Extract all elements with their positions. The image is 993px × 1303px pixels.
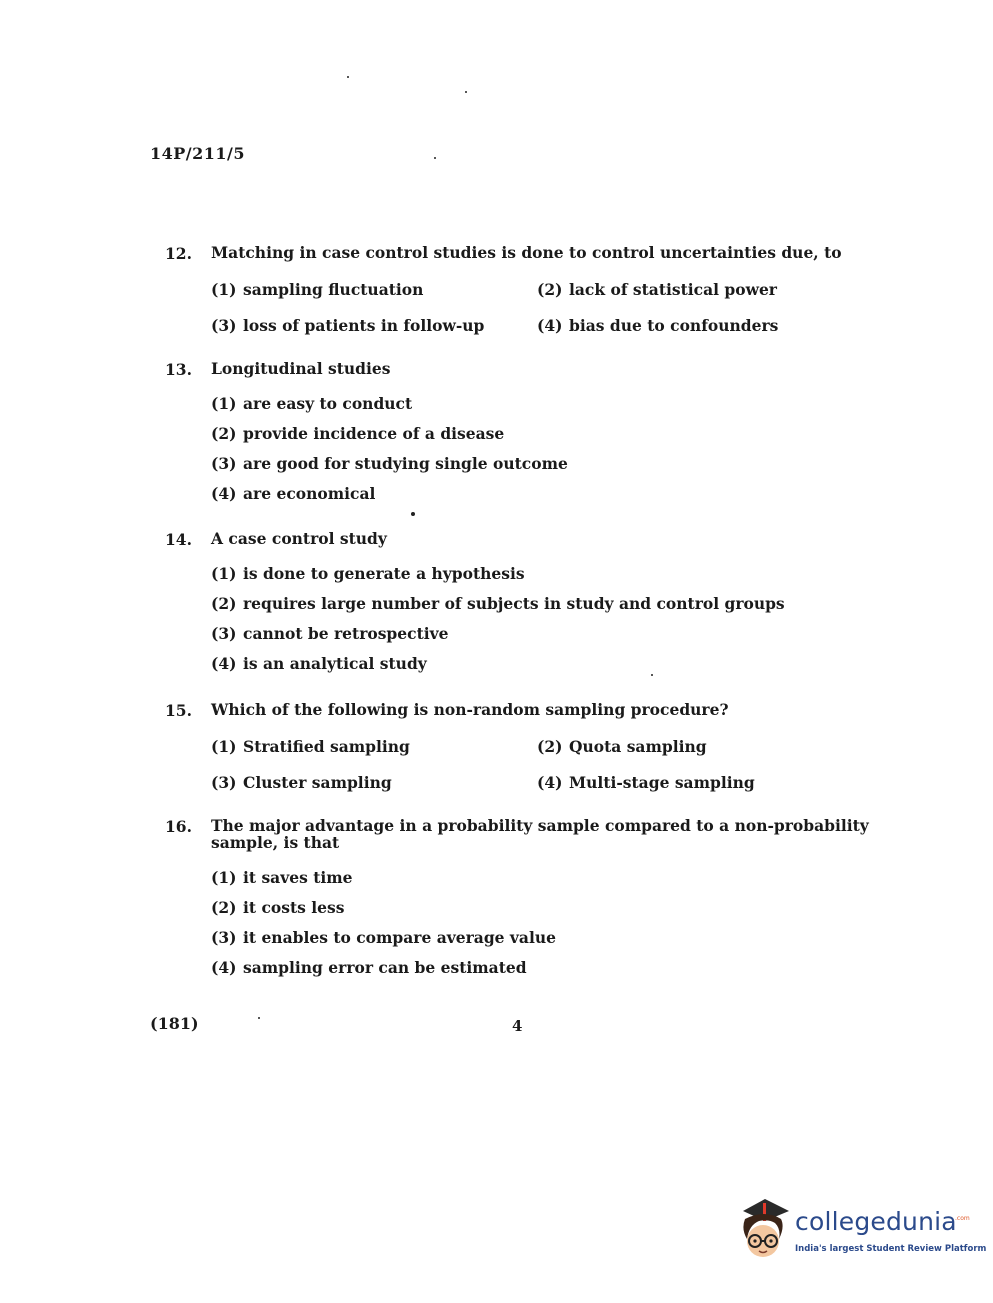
option-1: (1) is done to generate a hypothesis [211,564,525,583]
question-number: 12. [165,244,192,263]
question-13 [165,360,905,509]
question-number: 16. [165,817,192,836]
option-1: (1) are easy to conduct [211,394,413,413]
options-list [211,863,905,983]
option-3: (3) cannot be retrospective [211,624,449,643]
scan-speck [465,91,467,93]
option-4: (4) bias due to confounders [537,316,779,335]
question-text: Longitudinal studies [211,359,391,378]
scan-speck [411,512,415,516]
brand-name: collegedunia [795,1207,957,1236]
option-4: (4) sampling error can be estimated [211,958,527,977]
brand-tagline: India's largest Student Review Platform [795,1244,987,1254]
question-number: 13. [165,360,192,379]
question-14 [165,530,905,679]
option-4: (4) Multi-stage sampling [537,773,755,792]
scan-speck [651,674,653,676]
question-16 [165,817,905,983]
options-grid [211,737,905,792]
scan-speck [434,157,436,159]
option-1: (1) it saves time [211,868,353,887]
mascot-icon [735,1195,793,1263]
brand-dotcom: .com [955,1215,970,1222]
question-number: 14. [165,530,192,549]
option-3: (3) it enables to compare average value [211,928,556,947]
option-1: (1) sampling fluctuation [211,280,424,299]
question-text: A case control study [211,529,387,548]
collegedunia-logo [735,1195,987,1265]
option-2: (2) requires large number of subjects in study and control groups [211,594,785,613]
option-3: (3) Cluster sampling [211,773,392,792]
options-list [211,389,905,509]
option-1: (1) Stratified sampling [211,737,410,756]
question-12 [165,244,905,335]
option-2: (2) lack of statistical power [537,280,777,299]
option-2: (2) Quota sampling [537,737,707,756]
question-text: The major advantage in a probability sample compared to a non-probability sample, is that [211,816,869,852]
options-grid [211,280,905,335]
page-number: 4 [512,1017,523,1035]
question-15 [165,701,905,792]
scan-speck [347,76,349,78]
option-3: (3) loss of patients in follow-up [211,316,485,335]
option-3: (3) are good for studying single outcome [211,454,568,473]
scan-speck [258,1017,260,1019]
question-number: 15. [165,701,192,720]
option-2: (2) it costs less [211,898,345,917]
question-text: Which of the following is non-random sampling procedure? [211,700,729,719]
paper-code: 14P/211/5 [150,144,246,163]
option-4: (4) are economical [211,484,376,503]
question-text: Matching in case control studies is done to control uncertainties due, to [211,243,842,262]
footer-code: (181) [150,1014,199,1033]
option-2: (2) provide incidence of a disease [211,424,505,443]
option-4: (4) is an analytical study [211,654,427,673]
options-list [211,559,905,679]
